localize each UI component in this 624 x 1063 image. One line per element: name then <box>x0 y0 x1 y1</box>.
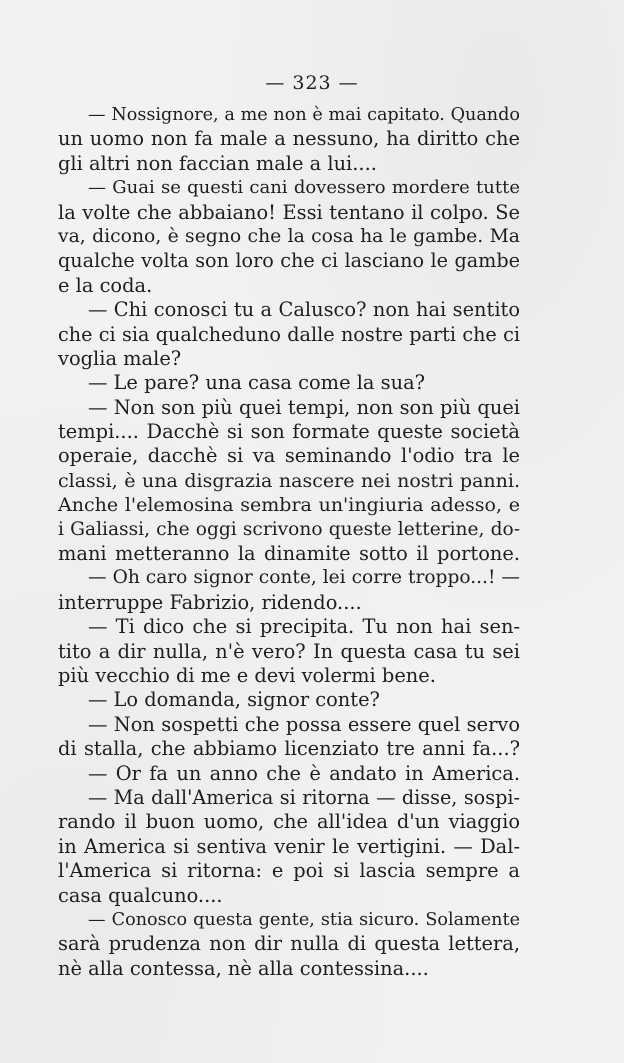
text-line: Anche l'elemosina sembra un'ingiuria adesso, e <box>58 494 520 517</box>
body-text <box>58 103 520 981</box>
text-line: — Ti dico che si precipita. Tu non hai sen- <box>88 615 520 639</box>
text-line: — Lo domanda, signor conte? <box>88 688 380 712</box>
text-line: nè alla contessa, nè alla contessina.... <box>58 956 429 980</box>
text-line: — Non sospetti che possa essere quel servo <box>88 712 520 736</box>
text-line: — Guai se questi cani dovessero mordere tutte <box>88 177 520 199</box>
text-line: tito a dir nulla, n'è vero? In questa casa tu sei <box>58 639 520 663</box>
text-line: — Oh caro signor conte, lei corre troppo...! — <box>88 567 520 589</box>
text-line: — Conosco questa gente, stia sicuro. Solamente <box>88 909 520 930</box>
text-line: qualche volta son loro che ci lasciano le gambe <box>58 249 520 273</box>
text-line: classi, è una disgrazia nascere nei nostri panni. <box>58 469 520 492</box>
text-line: casa qualcuno.... <box>58 883 223 907</box>
text-line: — Ma dall'America si ritorna — disse, sospi- <box>88 785 520 809</box>
text-line: e la coda. <box>58 273 153 297</box>
text-line: — Chi conosci tu a Calusco? non hai sentito <box>88 298 520 322</box>
text-line: in America si sentiva venir le vertigini. — Dal- <box>58 834 520 858</box>
text-line: di stalla, che abbiamo licenziato tre anni fa...? <box>58 737 520 761</box>
text-line: — Le pare? una casa come la sua? <box>88 371 426 395</box>
text-line: l'America si ritorna: e poi si lascia sempre a <box>58 859 520 883</box>
text-line: un uomo non fa male a nessuno, ha diritto che <box>58 127 520 151</box>
text-line: mani metteranno la dinamite sotto il portone. <box>58 542 520 566</box>
text-line: la volte che abbaiano! Essi tentano il colpo. Se <box>58 200 520 224</box>
text-line: operaie, dacchè si va seminando l'odio tra le <box>58 444 520 468</box>
text-line: gli altri non faccian male a lui.... <box>58 151 377 175</box>
text-line: — Nossignore, a me non è mai capitato. Quando <box>88 105 520 125</box>
page-number: — 323 — <box>265 72 359 94</box>
text-line: tempi.... Dacchè si son formate queste società <box>58 420 520 444</box>
text-line: più vecchio di me e devi volermi bene. <box>58 663 436 687</box>
text-line: — Or fa un anno che è andato in America. <box>88 761 520 785</box>
text-line: i Galiassi, che oggi scrivono queste letterine, do- <box>58 518 520 540</box>
text-line: rando il buon uomo, che all'idea d'un viaggio <box>58 810 520 834</box>
text-line: sarà prudenza non dir nulla di questa lettera, <box>58 932 520 956</box>
text-line: interruppe Fabrizio, ridendo.... <box>58 590 362 614</box>
text-line: — Non son più quei tempi, non son più quei <box>88 395 520 419</box>
text-line: voglia male? <box>58 346 182 370</box>
text-line: va, dicono, è segno che la cosa ha le gambe. Ma <box>58 225 520 247</box>
text-line: che ci sia qualcheduno dalle nostre parti che ci <box>58 322 520 346</box>
